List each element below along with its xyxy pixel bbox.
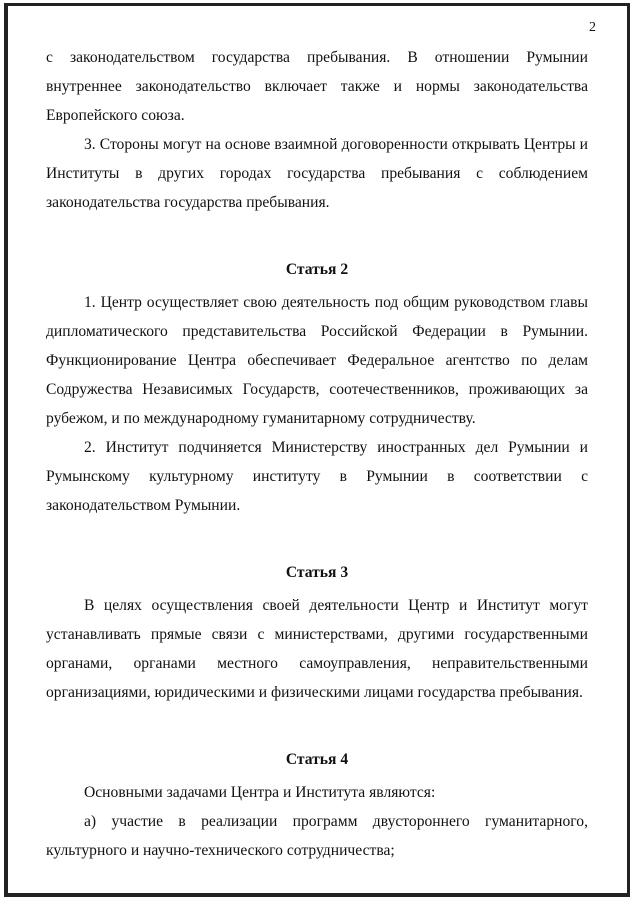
paragraph-article-2-item-1: 1. Центр осуществляет свою деятельность под общим руководством главы дипломатического представительства Российской Федерации в Румынии. Функционирование Центра обеспечивает Федеральное агентство по делам Содружества Независимых Государств, соотечественников, проживающих за рубежом, и по международному гуманитарному сотрудничеству. [46, 294, 588, 427]
article-2-heading: Статья 2 [285, 261, 349, 278]
paragraph-continuation: с законодательством государства пребывания. В отношении Румынии внутреннее законодательство включает также и нормы законодательства Европейского союза. [46, 49, 588, 124]
article-4-heading: Статья 4 [285, 751, 349, 768]
paragraph-article-4-item-a: а) участие в реализации программ двустороннего гуманитарного, культурного и научно-технического сотрудничества; [46, 813, 588, 859]
article-3-heading: Статья 3 [285, 564, 349, 581]
page-number: 2 [589, 20, 596, 35]
paragraph-article-4-intro: Основными задачами Центра и Института являются: [84, 784, 436, 801]
paragraph-article-3: В целях осуществления своей деятельности Центр и Институт могут устанавливать прямые связи с министерствами, другими государственными органами, органами местного самоуправления, неправительственными организациями, юридическими и физическими лицами государства пребывания. [46, 597, 588, 701]
paragraph-article-2-item-2: 2. Институт подчиняется Министерству иностранных дел Румынии и Румынскому культурному институту в Румынии в соответствии с законодательством Румынии. [46, 439, 588, 514]
paragraph-item-3: 3. Стороны могут на основе взаимной договоренности открывать Центры и Институты в других городах государства пребывания с соблюдением законодательства государства пребывания. [46, 136, 588, 211]
document-body [46, 43, 588, 865]
